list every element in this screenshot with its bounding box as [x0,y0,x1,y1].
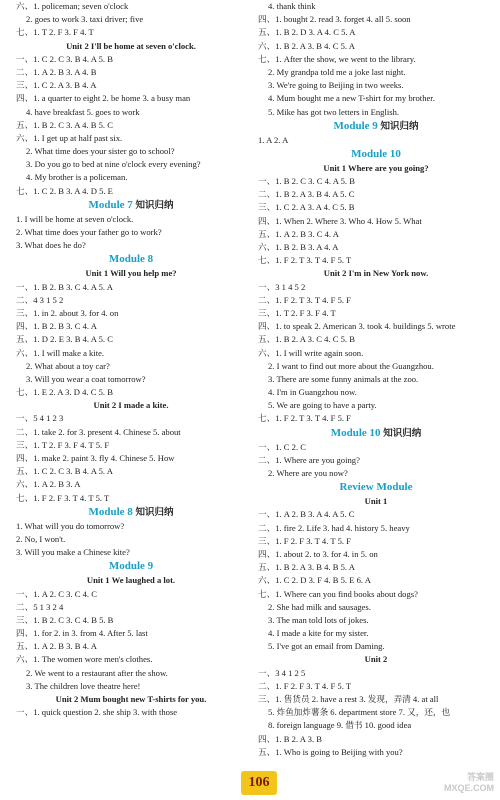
line-text: 二、1. A 2. B 3. A 4. B [16,66,97,77]
line-text: 一、1. C 2. C [258,441,306,452]
line-text: 四、1. make 2. paint 3. fly 4. Chinese 5. How [16,453,175,463]
answer-line [16,706,246,719]
line-text: 二、1. B 2. A 3. B 4. A 5. C [258,189,355,200]
line-text: Unit 2 I made a kite. [93,400,169,411]
answer-line [16,0,246,13]
line-text: Module 7 [88,198,133,211]
line-text: 七、1. Where can you find books about dogs? [258,588,418,599]
answer-line [258,134,494,147]
answer-line [258,706,494,719]
answer-line [258,40,494,53]
line-text: 六、1. I will write again soon. [258,347,364,358]
line-text: 六、1. C 2. D 3. F 4. B 5. E 6. A [258,575,371,586]
line-text: 4. have breakfast 5. goes to work [26,106,140,117]
answer-column-left [16,0,246,719]
answer-line [258,373,494,386]
line-text: 4. My brother is a policeman. [26,172,128,183]
line-text: 8. foreign language 9. 借书 10. good idea [268,720,412,731]
module-heading [16,198,246,213]
summary-label: 知识归纳 [380,121,419,132]
line-text: 2. What time does your father go to work? [16,227,162,237]
line-text: 2. What time does your sister go to school? [26,146,175,157]
line-text: 3. There are some funny animals at the zoo. [268,373,419,384]
answer-line [16,119,246,132]
line-text: 5. We are going to have a party. [268,400,377,411]
answer-line [258,13,494,26]
line-text: 3. Will you wear a coat tomorrow? [26,373,146,384]
line-text: 3. What does he do? [16,240,86,251]
answer-line [16,320,246,333]
answer-line [16,386,246,399]
answer-line [16,520,246,533]
line-text: 六、1. A 2. B 3. A [16,479,81,490]
answer-line [16,412,246,425]
answer-line [258,281,494,294]
module-heading [16,252,246,267]
answer-line [16,145,246,158]
line-text: 四、1. When 2. Where 3. Who 4. How 5. What [258,215,422,226]
answer-line [16,92,246,105]
line-text: 七、1. F 2. T 3. T 4. F 5. T [258,255,352,266]
line-text: Module 9 [333,119,378,132]
line-text: Unit 1 [364,496,388,507]
line-text: 3. Do you go to bed at nine o'clock every evening? [26,159,201,170]
answer-line [258,627,494,640]
answer-line [16,360,246,373]
line-text: 一、1. A 2. B 3. A 4. A 5. C [258,509,355,520]
answer-line [258,680,494,693]
answer-line [16,452,246,465]
line-text: 2. What about a toy car? [26,360,110,371]
line-text: 三、1. B 2. C 3. C 4. B 5. B [16,614,114,625]
module-heading [258,119,494,134]
answer-line [258,79,494,92]
line-text: 六、1. policeman; seven o'clock [16,1,129,11]
answer-line [16,106,246,119]
answer-line [16,132,246,145]
line-text: Module 9 [108,560,154,573]
answer-line [16,627,246,640]
unit-heading [258,495,494,508]
answer-line [16,239,246,252]
line-text: Unit 2 [364,654,388,665]
line-text: 五、1. C 2. C 3. B 4. A 5. A [16,466,113,477]
line-text: 五、1. D 2. E 3. B 4. A 5. C [16,334,113,345]
module-heading [258,147,494,162]
answer-line [16,546,246,559]
line-text: 五、1. A 2. B 3. C 4. A [258,228,339,239]
answer-line [258,201,494,214]
line-text: 七、1. E 2. A 3. D 4. C 5. B [16,387,113,398]
answer-line [16,601,246,614]
answer-line [258,26,494,39]
line-text: 四、1. to speak 2. American 3. took 4. buildings 5. wrote [258,321,456,332]
answer-line [258,719,494,732]
answer-line [16,478,246,491]
line-text: 二、1. F 2. F 3. T 4. F 5. T [258,680,352,691]
line-text: 二、1. take 2. for 3. present 4. Chinese 5. about [16,426,181,437]
answer-line [16,307,246,320]
answer-line [258,241,494,254]
line-text: 一、5 4 1 2 3 [16,413,64,424]
answer-line [258,733,494,746]
answer-line [16,53,246,66]
line-text: 七、1. After the show, we went to the library. [258,53,416,64]
answer-line [258,175,494,188]
answer-line [258,601,494,614]
line-text: 4. I made a kite for my sister. [268,628,369,639]
answer-line [258,347,494,360]
line-text: 一、1. B 2. C 3. C 4. A 5. B [258,176,355,187]
answer-line [16,492,246,505]
unit-heading [16,693,246,706]
line-text: 二、1. fire 2. Life 3. had 4. history 5. heavy [258,522,410,533]
line-text: 4. thank think [268,1,316,11]
line-text: 2. We went to a restaurant after the show. [26,667,168,678]
line-text: 六、1. I will make a kite. [16,347,105,358]
unit-heading [16,399,246,412]
summary-label: 知识归纳 [383,428,422,439]
line-text: Unit 2 I'm in New York now. [323,268,429,279]
line-text: 二、1. F 2. T 3. T 4. F 5. F [258,294,351,305]
answer-line [258,535,494,548]
line-text: Unit 1 Will you help me? [85,268,177,279]
answer-line [16,226,246,239]
line-text: 五、1. B 2. C 3. A 4. B 5. C [16,119,113,130]
line-text: 七、1. F 2. T 3. T 4. F 5. F [258,413,351,424]
answer-line [258,412,494,425]
answer-line [16,614,246,627]
answer-line [258,92,494,105]
answer-line [16,667,246,680]
line-text: Module 8 [88,505,133,518]
module-heading [258,480,494,495]
answer-line [258,333,494,346]
line-text: 3. We're going to Beijing in two weeks. [268,80,404,91]
line-text: 五、1. B 2. D 3. A 4. C 5. A [258,27,356,38]
answer-line [16,13,246,26]
answer-line [258,574,494,587]
line-text: 4. Mum bought me a new T-shirt for my brother. [268,93,435,104]
line-text: 六、1. B 2. A 3. B 4. C 5. A [258,40,355,51]
answer-line [258,667,494,680]
answer-line [16,185,246,198]
line-text: 二、5 1 3 2 4 [16,601,64,612]
answer-line [258,441,494,454]
line-text: 三、1. C 2. A 3. B 4. A [16,80,97,91]
line-text: 三、1. T 2. F 3. F 4. T 5. F [16,439,110,450]
answer-line [258,522,494,535]
answer-line [258,307,494,320]
answer-line [258,561,494,574]
line-text: Review Module [339,481,413,494]
answer-line [16,533,246,546]
unit-heading [16,267,246,280]
answer-line [16,333,246,346]
unit-heading [258,162,494,175]
line-text: 2. goes to work 3. taxi driver; five [26,14,144,25]
line-text: Module 10 [330,426,381,439]
line-text: 五、1. B 2. A 3. B 4. B 5. A [258,562,355,573]
answer-line [16,426,246,439]
line-text: Module 10 [351,147,401,160]
answer-line [16,294,246,307]
line-text: 1. A 2. A [258,134,289,145]
answer-line [258,0,494,13]
answer-line [16,588,246,601]
answer-line [258,399,494,412]
answer-line [16,158,246,171]
line-text: 二、1. Where are you going? [258,454,360,465]
line-text: 五、1. B 2. A 3. C 4. C 5. B [258,334,355,345]
answer-line [258,386,494,399]
line-text: 四、1. about 2. to 3. for 4. in 5. on [258,548,378,559]
line-text: 2. My grandpa told me a joke last night. [268,66,406,77]
line-text: 一、3 1 4 5 2 [258,281,306,292]
line-text: 一、1. C 2. C 3. B 4. A 5. B [16,53,113,64]
answer-line [258,467,494,480]
answer-line [258,294,494,307]
line-text: 六、1. I get up at half past six. [16,132,123,143]
line-text: 4. I'm in Guangzhou now. [268,387,357,398]
line-text: 六、1. B 2. B 3. A 4. A [258,242,339,252]
line-text: 四、1. for 2. in 3. from 4. After 5. last [16,628,148,639]
line-text: 一、1. B 2. B 3. C 4. A 5. A [16,281,113,292]
answer-line [16,465,246,478]
answer-line [258,508,494,521]
line-text: 三、1. T 2. F 3. F 4. T [258,307,336,318]
line-text: 二、4 3 1 5 2 [16,294,64,305]
line-text: Unit 2 Mum bought new T-shirts for you. [55,694,207,704]
line-text: Unit 1 We laughed a lot. [86,575,176,586]
line-text: 三、1. in 2. about 3. for 4. on [16,307,119,318]
summary-label: 知识归纳 [135,507,174,518]
line-text: 2. She had milk and sausages. [268,601,371,612]
answer-line [258,320,494,333]
line-text: 七、1. C 2. B 3. A 4. D 5. E [16,185,113,196]
line-text: 1. What will you do tomorrow? [16,520,125,531]
module-heading [258,426,494,441]
answer-line [16,347,246,360]
line-text: Unit 2 I'll be home at seven o'clock. [66,40,196,51]
answer-line [258,693,494,706]
answer-line [258,588,494,601]
answer-line [16,26,246,39]
line-text: 3. Will you make a Chinese kite? [16,547,130,558]
line-text: 五、1. A 2. B 3. B 4. A [16,641,97,652]
line-text: 三、1. C 2. A 3. A 4. C 5. B [258,202,355,213]
unit-heading [258,653,494,666]
answer-line [16,640,246,653]
answer-line [258,360,494,373]
line-text: 六、1. The women wore men's clothes. [16,654,153,665]
answer-line [258,188,494,201]
answer-line [258,746,494,759]
answer-line [16,66,246,79]
line-text: 四、1. B 2. A 3. B [258,733,322,744]
module-heading [16,559,246,574]
answer-line [258,548,494,561]
answer-line [16,213,246,226]
answer-line [16,373,246,386]
page-number: 106 [241,771,277,795]
line-text: 2. Where are you now? [268,468,348,478]
line-text: 一、1. A 2. C 3. C 4. C [16,588,97,599]
answer-line [258,254,494,267]
watermark: 答案圈 MXQE.COM [443,772,494,793]
line-text: 四、1. a quarter to eight 2. be home 3. a busy man [16,93,191,104]
line-text: 5. Mike has got two letters in English. [268,106,400,117]
line-text: 3. The children love theatre here! [26,680,141,691]
line-text: 一、1. quick question 2. she ship 3. with those [16,707,178,718]
line-text: 三、1. 售货员 2. have a rest 3. 发现，弄清 4. at all [258,694,439,704]
line-text: 四、1. bought 2. read 3. forget 4. all 5. soon [258,14,411,25]
answer-line [258,228,494,241]
line-text: 一、3 4 1 2 5 [258,667,306,678]
line-text: 五、1. Who is going to Beijing with you? [258,746,403,757]
unit-heading [258,267,494,280]
line-text: 2. I want to find out more about the Guangzhou. [268,360,434,371]
line-text: 七、1. T 2. F 3. F 4. T [16,27,94,38]
line-text: Unit 1 Where are you going? [323,162,429,173]
answer-line [258,454,494,467]
answer-line [16,653,246,666]
line-text: 5. 炸鱼加炸薯条 6. department store 7. 又，还，也 [268,707,451,718]
line-text: 四、1. B 2. B 3. C 4. A [16,321,97,332]
answer-column-right [258,0,494,759]
line-text: 1. I will be home at seven o'clock. [16,213,134,224]
answer-line [258,53,494,66]
line-text: 5. I've got an email from Daming. [268,641,385,652]
line-text: 七、1. F 2. F 3. T 4. T 5. T [16,492,110,503]
line-text: Module 8 [108,253,154,266]
answer-line [16,171,246,184]
answer-line [258,106,494,119]
unit-heading [16,40,246,53]
answer-line [16,281,246,294]
answer-line [258,66,494,79]
answer-line [16,680,246,693]
answer-line [16,439,246,452]
answer-line [258,614,494,627]
module-heading [16,505,246,520]
summary-label: 知识归纳 [135,200,174,211]
answer-line [16,79,246,92]
unit-heading [16,574,246,587]
line-text: 3. The man told lots of jokes. [268,614,369,625]
answer-line [258,640,494,653]
answer-line [258,215,494,228]
line-text: 三、1. F 2. F 3. T 4. T 5. F [258,535,351,546]
line-text: 2. No, I won't. [16,533,66,544]
